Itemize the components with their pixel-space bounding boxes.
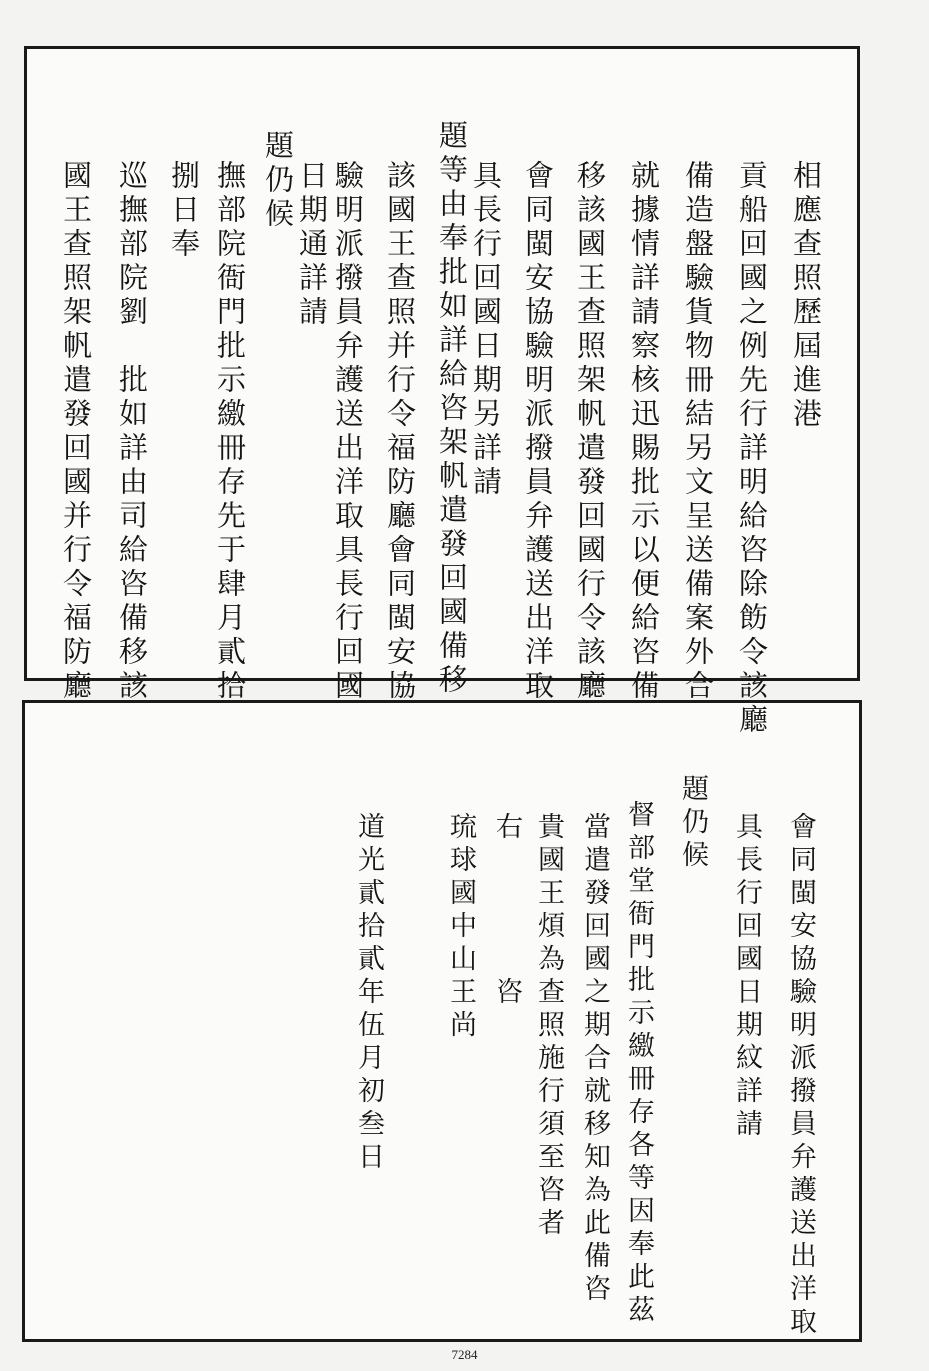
text-column: 題等由奉批如詳給咨架帆遣發回國備移 — [435, 120, 469, 698]
text-column: 具長行回國日期另詳請 — [469, 160, 503, 500]
text-column: 題仍候 — [261, 130, 295, 232]
text-column: 驗明派撥員弁護送出洋取具長行回國 — [331, 160, 365, 704]
text-column: 撫部院衙門批示繳冊存先于肆月貳拾 — [213, 160, 247, 704]
recipient-line: 琉球國中山王尚 — [445, 812, 476, 1043]
text-column: 會同閩安協驗明派撥員弁護送出洋取 — [785, 812, 816, 1340]
text-column: 當遣發回國之期合就移知為此備咨 — [579, 812, 610, 1307]
text-column: 督部堂衙門批示繳冊存各等因奉此茲 — [623, 800, 654, 1328]
text-column: 會同閩安協驗明派撥員弁護送出洋取 — [521, 160, 555, 704]
text-column: 巡撫部院劉 批如詳由司給咨備移該 — [115, 160, 149, 704]
text-column: 日期通詳請 — [295, 160, 329, 330]
text-column: 捌日奉 — [167, 160, 201, 262]
text-column: 具長行回國日期紋詳請 — [731, 812, 762, 1142]
text-column: 備造盤驗貨物冊結另文呈送備案外合 — [681, 160, 715, 704]
text-column: 相應查照歷屆進港 — [789, 160, 823, 432]
text-column: 貢船回國之例先行詳明給咨除飭令該廳 — [735, 160, 769, 738]
page-number: 7284 — [451, 1347, 478, 1362]
text-column: 國王查照架帆遣發回國并行令福防廳 — [59, 160, 93, 704]
text-column: 移該國王查照架帆遣發回國行令該廳 — [573, 160, 607, 704]
text-column: 右 咨 — [491, 812, 522, 1010]
text-column: 該國王查照并行令福防廳會同閩安協 — [383, 160, 417, 704]
text-column: 題仍候 — [677, 774, 708, 873]
date-line: 道光貳拾貳年伍月初叁日 — [353, 812, 384, 1175]
text-column: 就據情詳請察核迅賜批示以便給咨備 — [627, 160, 661, 704]
text-column: 貴國王煩為查照施行須至咨者 — [533, 812, 564, 1241]
